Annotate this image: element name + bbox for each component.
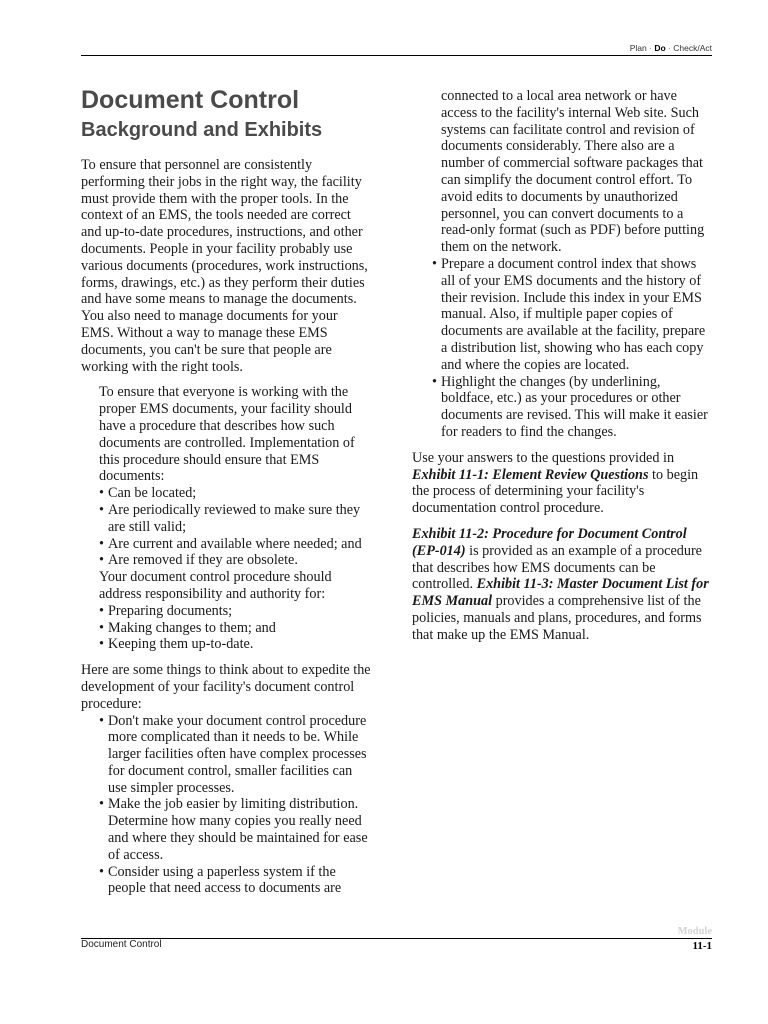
exhibit-11-2-ref: Exhibit 11-2: Procedure for Document Control (EP-014) xyxy=(412,525,687,559)
exhibit-11-1-paragraph: Use your answers to the questions provided in Exhibit 11-1: Element Review Questions to begin the process of determining your facility's documentation control procedure. xyxy=(412,449,699,517)
nav-plan: Plan xyxy=(629,43,647,53)
expedite-paragraph: Here are some things to think about to expedite the development of your facility's document control procedure: xyxy=(81,662,371,712)
footer-section-title: Document Control xyxy=(81,939,162,950)
right-bullet-list xyxy=(432,256,712,441)
procedure-list xyxy=(99,603,373,653)
list-item: • Consider using a paperless system if the people that need access to documents are xyxy=(99,864,373,898)
page-title: Document Control xyxy=(81,86,300,114)
right-column xyxy=(412,88,712,653)
exhibit-11-1-ref: Exhibit 11-1: Element Review Questions xyxy=(412,466,649,483)
list-item: • Can be located; xyxy=(99,485,373,502)
footer-page-number: 11-1 xyxy=(692,940,712,952)
nav-check-act: Check/Act xyxy=(673,43,712,53)
intro-paragraph: To ensure that personnel are consistently performing their jobs in the right way, the facility must provide them with the proper tools. In the context of an EMS, the tools needed are correct and up-to-date procedures, instructions, and other documents. People in your facility probably use various documents (procedures, work instructions, forms, drawings, etc.) as they perform their duties and have some means to manage the documents. You also need to manage documents for your EMS. Without a way to manage these EMS documents, you can't be sure that people are working with the right tools. xyxy=(81,157,368,375)
list-item: • Don't make your document control procedure more complicated than it needs to be. While larger facilities often have complex processes for document control, smaller facilities can use simpler processes. xyxy=(99,713,373,797)
list-item: • Are removed if they are obsolete. xyxy=(99,552,373,569)
footer-rule xyxy=(81,938,712,939)
list-item: • Prepare a document control index that shows all of your EMS documents and the history of their revision. Include this index in your EMS manual. Also, if multiple paper copies of documents are available at the facility, prepare a distribution list, showing who has each copy and where the copies are located. xyxy=(432,256,712,374)
exhibit-11-2-paragraph: Exhibit 11-2: Procedure for Document Control (EP-014) is provided as an example of a procedure that describes how EMS documents can be controlled. Exhibit 11-3: Master Document List for EMS Manual provides a comprehensive list of the policies, manuals and plans, procedures, and forms that make up the EMS Manual. xyxy=(412,525,709,643)
nav-separator: · xyxy=(649,43,652,53)
page-subtitle: Background and Exhibits xyxy=(81,119,323,141)
ensure-paragraph: To ensure that everyone is working with the proper EMS documents, your facility should have a procedure that describes how such documents are controlled. Implementation of this procedure should ensure that EMS documents: xyxy=(99,384,355,485)
ensure-block xyxy=(99,384,373,653)
footer-module-label: Module xyxy=(677,926,712,937)
list-item: • Are current and available where needed; and xyxy=(99,536,373,553)
header-navigation xyxy=(630,43,712,53)
left-column xyxy=(81,84,373,906)
exhibit-11-3-ref: Exhibit 11-3: Master Document List for EMS Manual xyxy=(412,576,709,610)
expedite-list xyxy=(99,713,373,898)
list-item: • Are periodically reviewed to make sure they are still valid; xyxy=(99,502,373,536)
procedure-paragraph: Your document control procedure should address responsibility and authority for: xyxy=(99,569,332,602)
header-rule xyxy=(81,55,712,56)
nav-do: Do xyxy=(654,43,666,53)
list-item: • Keeping them up-to-date. xyxy=(99,636,373,653)
nav-separator: · xyxy=(668,43,671,53)
list-item: • Make the job easier by limiting distribution. Determine how many copies you really need and where they should be maintained for ease of access. xyxy=(99,796,373,863)
list-item: • Highlight the changes (by underlining, boldface, etc.) as your procedures or other documents are revised. This will make it easier for readers to find the changes. xyxy=(432,374,712,441)
list-item: • Preparing documents; xyxy=(99,603,373,620)
continued-bullet-text: connected to a local area network or have access to the facility's internal Web site. Such systems can facilitate control and revision of documents considerably. There also are a number of commercial software packages that can simplify the document control effort. To avoid edits to documents by unauthorized personnel, you can convert documents to a read-only format (such as PDF) before putting them on the network. xyxy=(441,88,705,256)
continued-list xyxy=(432,88,712,441)
ensure-list xyxy=(99,485,373,569)
list-item: • Making changes to them; and xyxy=(99,620,373,637)
